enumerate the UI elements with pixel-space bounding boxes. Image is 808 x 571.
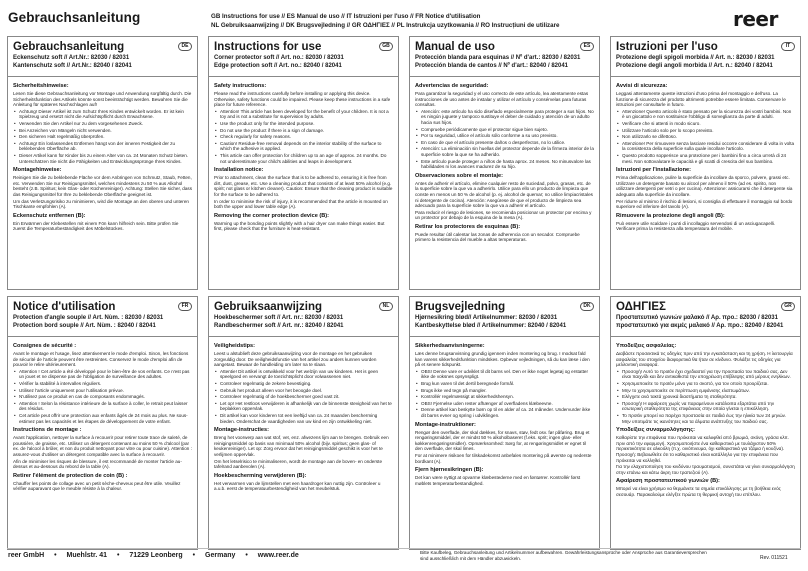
bullet-item: • N'utilisez pas ce produit en cas de composants endommagés. <box>19 394 192 400</box>
bullet-item: • Controleer regelmatig de zekere bevestiging. <box>220 381 393 387</box>
paragraph: For at minimere risikoen for tilskadekomst anbefales montering på øverste og nederste bordkant (A). <box>415 452 592 464</box>
section-heading: Consignes de sécurité : <box>13 343 77 349</box>
bullet-item: • Μην το χρησιμοποιείτε σε περίπτωση εμφάνισης ελαττωμάτων. <box>622 388 795 394</box>
bullet-item: • Bei Anzeichen von Mängeln nicht verwenden. <box>19 128 192 134</box>
bullet-item: • Atención: este artículo ha sido diseñado especialmente para proteger a sus hijos. No es ningún juguete y tampoco sustituye el deber de cuidado y atención de un adulto hacia sus hijos. <box>421 109 594 126</box>
paragraph: In order to minimise the risk of injury, it is recommended that the article is mounted on both the upper and lower table edge (A). <box>214 198 388 210</box>
paragraph: Leest u alstublieft deze gebruiksaanwijzing voor de montage en het gebruiken zorgvuldig door. De veiligheidsfunctie van het artikel zou anders kunnen worden aangetast. Bewaar de handleiding om later na te slaan. <box>214 351 377 368</box>
bullet-item: • Caution! Residue-free removal depends on the interior stability of the surface to which the adhesive is applied. <box>220 141 393 152</box>
paragraph: Para reducir el riesgo de lesiones, se recomienda posicionar un protector por encima y un protector por debajo de la esquina de la mesa (A). <box>415 209 592 221</box>
bullet-item: • Attention ! Selon la résistance intérieure de la surface à coller, le retrait peut laisser des résidus. <box>19 401 192 412</box>
footer-separator-1: • <box>54 552 57 559</box>
reer-logo: reer <box>733 7 778 31</box>
section-heading: Veiligheidstips: <box>214 343 256 349</box>
language-badge: IT <box>781 42 795 51</box>
section-heading: Sikkerhedsanvisningerne: <box>415 343 485 349</box>
revision-number: Rev. 011521 <box>760 555 788 561</box>
footer-divider <box>7 548 801 549</box>
section-heading: Hoekbescherming verwijderen (B): <box>214 472 307 479</box>
bullet-item: • Utilisez l'article uniquement pour l'utilisation prévue. <box>19 388 192 394</box>
paragraph: Please read the instructions carefully before installing or applying this device. Otherwise, safety functions could be impaired. Please keep these instructions in a safe place for future reference. <box>214 91 391 108</box>
panel-header <box>611 297 800 337</box>
panel-body <box>611 77 800 232</box>
product-article-line: Protection bord souple // Art. Nùm. : 82040 / 82041 <box>13 323 156 329</box>
panel-body <box>8 337 197 492</box>
instructions-grid <box>7 36 801 550</box>
panel-title: Manual de uso <box>415 41 495 53</box>
bullet-item: • Check regularly for safety reasons. <box>220 134 393 140</box>
bullet-item: • This article can offer protection for children up to an age of approx. 24 months. Do not underestimate your child's abilities and leaps in development. <box>220 153 393 164</box>
panel-title: Gebrauchsanleitung <box>13 41 125 53</box>
language-badge: ES <box>580 42 594 51</box>
paragraph: Για την ελαχιστοποίηση του κινδύνου τραυματισμού, συνιστάται να γίνει συναρμολόγηση στην επάνω και κάτω άκρη του τραπεζιού (A). <box>616 464 795 475</box>
paragraph: Avant l'application, nettoyer la surface à recouvrir pour retirer toute trace de saleté, de poussière, de graisse, etc. Utilisez un détergent contenant au moins 50 % d'alcool (par ex. de l'alcool à brûler, et non du produit nettoyant pour vitre ou pour cuisine). Attention : assurez-vous d'utiliser un détergent compatible avec la surface à recouvrir. <box>13 435 192 457</box>
bullet-item: • Verwenden Sie den Artikel nur zu dem vorgesehenen Zweck. <box>19 121 192 127</box>
bullet-item: • Το προϊόν μπορεί να παρέχει προστασία σε παιδιά έως την ηλικία των 24 μηνών. Μην υποτιμάτε τις ικανότητες και τα άλματα ανάπτυξης του παιδιού σας. <box>622 413 795 424</box>
panel-title: Notice d'utilisation <box>13 301 116 313</box>
bullet-item: • Kontrollér regelmæssigt at sikkerhedshensyn. <box>421 394 594 400</box>
footer-city: 71229 Leonberg <box>129 552 183 559</box>
bullet-item: • Brugs ikke ved tegn på mangler. <box>421 388 594 394</box>
product-article-line: προστατευτικό για ακμές μαλακό // Αρ. προ.: 82040 / 82041 <box>616 323 784 329</box>
bullet-item: • Dieser Artikel kann für Kinder bis zu einem Alter von ca. 24 Monaten Schutz bieten. Unterschätzen Sie nicht die Fähigkeiten und Entwicklungssprünge Ihres Kindes. <box>19 153 192 164</box>
section-heading: Montage-instruktioner: <box>415 421 476 428</box>
product-article-line: Randbeschermer soft // Art. nr.: 82040 / 82041 <box>214 323 344 329</box>
footer-separator-4: • <box>245 552 248 559</box>
panel-header <box>410 297 599 337</box>
bullet-item: • Attenzione! Per rimuovere senza lasciare residui occorre considerare di volta in volta la consistenza della superficie sulla quale incollare l'articolo. <box>622 141 795 152</box>
paragraph: Læs denne brugsanvisning grundig igennem inden montering og brug. I modsat fald kan varens sikkerhedsfunktion mindskes. Opbevar vejledningen, så du kan læse i den på et senere tidspunkt. <box>415 351 590 368</box>
product-article-line: Protección blanda de cantos // Nº d'art.: 82040 / 82041 <box>415 63 569 69</box>
page-title: Gebrauchsanleitung <box>8 10 141 25</box>
instruction-panel-fr <box>7 296 198 550</box>
language-list-line-2: NL Gebruiksaanwijzing // DK Brugsvejledning // GR ΟΔΗΓΙΕΣ // PL Instrukcja uzytkowania // RO Instrucțiuni de utilizare <box>211 22 560 29</box>
footer-separator-3: • <box>192 552 196 559</box>
bullet-item: • Non utilizzarlo se difettoso. <box>622 134 795 140</box>
panel-title: Istruzioni per l'uso <box>616 41 718 53</box>
language-list-line-1: GB Instructions for use // ES Manual de uso // IT Istruzioni per l'uso // FR Notice d'utilisation <box>211 13 481 20</box>
product-article-line: Προστατευτικό γωνιών μαλακό // Αρ. προ.: 82030 / 82031 <box>616 315 778 321</box>
paragraph: Καθαρίστε την επιφάνεια που πρόκειται να καλυφθεί από βρωμιά, σκόνη, γράσα κλπ. πριν από την εφαρμογή. Χρησιμοποιήστε ένα καθαριστικό με τουλάχιστον 50% περιεκτικότητα σε αλκοόλη (π.χ. οινόπνευμα, όχι καθαριστικά για τζάμια ή κουζίνα). Προσοχή: Βεβαιωθείτε ότι το καθαριστικό είναι κατάλληλο για την επιφάνεια που πρόκειται να κολληθεί. <box>616 435 789 463</box>
bullet-item: • Attention! This article has been developed for the benefit of your children. It is not a toy and is not a substitute for supervision by adults. <box>220 109 393 120</box>
product-article-line: Protección blanda para esquinas // Nº d'art.: 82030 / 82031 <box>415 55 581 61</box>
language-badge: DK <box>580 302 594 311</box>
product-article-line: Protezione degli spigoli morbida // Art. n.: 82030 / 82031 <box>616 55 775 61</box>
language-badge: NL <box>379 302 393 311</box>
footer-country: Germany <box>205 552 236 559</box>
panel-header <box>8 297 197 337</box>
bullet-item: • Brug kun varen til det dertil beregnede formål. <box>421 381 594 387</box>
section-heading: Observaciones sobre el montaje: <box>415 172 503 179</box>
bullet-item: • Προσοχή! Αυτό το προϊόν έχει σχεδιαστεί για την προστασία του παιδιού σας. Δεν είναι παιχνίδι και δεν αντικαθιστά την υποχρέωση επίβλεψης από μέρους ενηλίκων. <box>622 369 795 380</box>
instruction-panel-gb <box>208 36 399 290</box>
panel-body <box>209 337 398 492</box>
bullet-item: • Let op! Het restloos verwijderen is afhankelijk van de binnenste stevigheid van het te beplakken oppervlak. <box>220 401 393 412</box>
bullet-item: • Atención: La eliminación sin huellas del protector depende de la firmeza interior de la superficie sobre la que se ha adherido. <box>421 146 594 157</box>
paragraph: Om het letselrisico te minimaliseren, wordt de montage aan de boven- en onderste tafelrand aanbevolen (A). <box>214 458 383 470</box>
paragraph: Ein Erwärmen der Klebestellen mit einem Fön kann hilfreich sein. Bitte prüfen Sie zuerst die Temperaturbeständigkeit des Möbelstückes. <box>13 220 179 232</box>
footer-notice: Bitte Kaufbeleg, Gebrauchsanleitung und Artikelnummer aufbewahren. Gewährleistungsansprüche oder Ansprüche aus Garantieversprechen sind ausschließlich mit dem Händler abzuwickeln. <box>420 550 707 561</box>
product-article-line: Eckenschutz soft // Art.Nr.: 82030 / 82031 <box>13 55 130 61</box>
instruction-panel-gr <box>610 296 801 550</box>
language-badge: DE <box>178 42 192 51</box>
section-heading: Instructions de montage : <box>13 427 82 434</box>
paragraph: Può essere utile scaldare i punti di incollaggio servendosi di un asciugacapelli. Verificare prima la resistenza alla temperatura del mobile. <box>616 220 776 232</box>
paragraph: Leggasi attentamente queste istruzioni d'uso prima del montaggio e dell'uso. La funzione di sicurezza del prodotto altrimenti potrebbe essere limitata. Conservare le istruzioni per consultarle in futuro. <box>616 91 786 108</box>
panel-title: Instructions for use <box>214 41 322 53</box>
section-heading: Advertencias de seguridad: <box>415 83 489 89</box>
panel-header <box>410 37 599 77</box>
section-heading: Υποδείξεις ασφαλείας: <box>616 343 677 349</box>
bullet-item: • Por tu seguridad, utilice el artículo sólo conforme a su uso previsto. <box>421 133 594 139</box>
product-article-line: Kantbeskyttelse blød // Artikelnummer: 82040 / 82041 <box>415 323 567 329</box>
product-article-line: Hjørnesikring blød// Artikelnummer: 82030 / 82031 <box>415 315 558 321</box>
bullet-item: • En caso de que el artículo presente daños o desperfectos, no lo utilice. <box>421 140 594 146</box>
instruction-panel-nl <box>208 296 399 550</box>
section-heading: Retirar los protectores de esquinas (B): <box>415 223 521 230</box>
paragraph: Prima dell'applicazione, pulire la superficie da incollare da sporco, polvere, grassi etc. Utilizzare un detergente basato su alcool per almeno il 50% (ad es. spirito, non utilizzare detergenti per vetri o per cucina). Attenzione: assicurarsi che il detergente sia adeguato alla superficie da incollare. <box>616 175 793 197</box>
product-article-line: Hoekbeschermer soft // Art. nr.: 82030 / 82031 <box>214 315 344 321</box>
paragraph: Breng het voorwerp aan wat stof, vet, enz. afwezens lijm aan te brengen. Gebruik een reinigingsmiddel op basis van minimaal 50% alcohol (bijv. spiritus; geen glas- of keukenreiniger). Let op: Zorg ervoor dat het reinigingsmiddel geschikt is voor het te verlijmen oppervlak. <box>214 435 389 457</box>
bullet-item: • Χρησιμοποιείτε το προϊόν μόνο για το σκοπό, για τον οποίο προορίζεται. <box>622 381 795 387</box>
paragraph: Afin de minimiser les risques de blessure, il est recommandé de monter l'article au-dessus et au-dessous du rebord de la table (A). <box>13 458 182 470</box>
bullet-item: • Προσοχή! Η αφαίρεση χωρίς να παραμείνουν κατάλοιπα εξαρτάται από την εσωτερική σταθερότητα της επιφάνειας στην οποία γίνεται η επικόλληση. <box>622 401 795 412</box>
bullet-item: • Use the product only for the intended purpose. <box>220 121 393 127</box>
instruction-panel-dk <box>409 296 600 550</box>
paragraph: Rengør den overflade, der skal dækkes, for snavs, støv, fedt osv. før påføring. Brug et rengøringsmiddel, der er mindst 50 % alkoholbaseret (f.eks. sprit; ingen glas- eller køkkenrengøringsmidler). Opmærksomhed: Sørg for, at rengøringsmidlet er egnet til den overflade, der skal limes. <box>415 429 590 452</box>
product-article-line: Edge protection soft // Art. no.: 82040 / 82041 <box>214 63 342 69</box>
paragraph: Per ridurre al minimo il rischio di lesioni, si consiglia di effettuare il montaggio sul bordo superiore ed inferiore del tavolo (A). <box>616 198 793 210</box>
product-article-line: Kantenschutz soft // Art.Nr.: 82040 / 82041 <box>13 63 132 69</box>
language-badge: FR <box>178 302 192 311</box>
bullet-item: • Questo prodotto sopperisce una protezione per i bambini fino a circa un'età di 24 mesi. Non sottovalutare le capacità e gli scatti di crescita del suo bambino. <box>622 153 795 164</box>
panel-title: Gebruiksaanwijzing <box>214 301 322 313</box>
paragraph: Um das Verletzungsrisiko zu minimieren, wird die Montage an den oberen und unteren Tischkante empfohlen (A). <box>13 198 189 210</box>
section-heading: Αφαίρεση προστατευτικού γωνιών (B): <box>616 478 720 485</box>
section-heading: Installation notice: <box>214 167 264 174</box>
bullet-item: • OBS! Fjernelse uden rester afhænger af overfladens klæbeevne. <box>421 401 594 407</box>
bullet-item: • Utilizzare l'articolo solo per lo scopo previsto. <box>622 128 795 134</box>
instruction-panel-de <box>7 36 198 290</box>
footer-company: reer GmbH <box>8 552 45 559</box>
section-heading: Safety instructions: <box>214 83 267 89</box>
footer-address <box>8 552 307 559</box>
language-badge: GR <box>781 302 795 311</box>
section-heading: Sicherheitshinweise: <box>13 83 69 89</box>
instruction-panel-it <box>610 36 801 290</box>
section-heading: Eckenschutz entfernen (B): <box>13 212 86 219</box>
section-heading: Rimuovere la protezione degli angoli (B): <box>616 212 725 219</box>
product-article-line: Corner protector soft // Art. no.: 82030 / 82031 <box>214 55 344 61</box>
paragraph: Para garantizar la seguridad y el uso correcto de este artículo, lea atentamente estas instrucciones de uso antes de instalar y utilizar el artículo y consérvelas para futuras consultas. <box>415 91 589 108</box>
bullet-item: • Este artículo puede proteger a niños de hasta aprox. 24 meses. No minusvalore las habilidades ni los avances madurez de su hijo. <box>421 159 594 170</box>
paragraph: Prior to attachment, clean the surface that is to be adhered to, ensuring it is free from dirt, dust, grease, etc. Use a cleaning product that consists of at least 50% alcohol (e.g. spirit; not glass or kitchen cleaner). Caution: Ensure that the cleaning product is suitable for the surface to be adhered to. <box>214 175 393 197</box>
panel-body <box>8 77 197 232</box>
paragraph: Antes de adherir el artículo, elimine cualquier resto de suciedad, polvo, grasas, etc. de la superficie sobre la que va a adherirlo. Utilice para ello un producto de limpieza que conste en menos un 50 % de alcohol (p. ej. alcohol de quemar; no utilice limpiacristales ni detergente de cocina). Atención: Asegúrese de que el producto de limpieza sea adecuado para la superficie sobre la que va a adherir el artículo. <box>415 180 593 209</box>
panel-title: ΟΔΗΓΙΕΣ <box>616 301 666 313</box>
panel-header <box>209 37 398 77</box>
paragraph: Reinigen Sie die zu beklebende Fläche vor dem Anbringen von Schmutz, Staub, Fetten, etc. Verwenden Sie nur Reinigungsmittel, welches mindestens zu 50 % aus Alkohol besteht (z.B. Spiritus; kein Glas- oder Küchenreiniger). Achtung: Stellen Sie sicher, dass das Reinigungsmittel für Ihre zu beklebende Oberfläche geeignet ist. <box>13 175 192 197</box>
bullet-item: • Achtung! Dieser Artikel ist zum Schutz Ihres Kindes entwickelt worden. Er ist kein Spielzeug und ersetzt nicht die Aufsichtspflicht durch Erwachsene. <box>19 109 192 120</box>
section-heading: Avvisi di sicurezza: <box>616 83 668 89</box>
bullet-item: • Vérifier la stabilité à intervalles réguliers. <box>19 381 192 387</box>
panel-body <box>209 77 398 232</box>
paragraph: Lesen Sie diese Gebrauchsanleitung vor Montage und Anwendung sorgfältig durch. Die Sicherheitsfunktion des Artikels könnte sonst beeinträchtigt werden. Bewahren Sie die Anleitung für späteres Nachschlagen auf! <box>13 91 192 108</box>
section-heading: Υποδείξεις συναρμολόγησης: <box>616 427 695 434</box>
bullet-item: • Achtung! Ein loslassendes Entfernen hängt von der inneren Festigkeit der zu beklebenden Oberfläche ab. <box>19 141 192 152</box>
bullet-item: • Denne artikel kan beskytte børn op til en alder af ca. 24 måneder. Undervurder ikke dit barns evner og spring i udviklingen. <box>421 407 594 418</box>
bullet-item: • Gebruik het product alleen voor het beoogde doel. <box>220 388 393 394</box>
section-heading: Fjern hjørnesikringen (B): <box>415 467 484 474</box>
bullet-item: • Ελέγχετε ανά τακτά χρονικά διαστήματα τη σταθερότητα. <box>622 394 795 400</box>
bullet-item: • Attenzione! Questo articolo è stato pensato per la sicurezza dei vostri bambini. Non è un giocattolo e non sostituisce l'obbligo di sorveglianza da parte di adulti. <box>622 109 795 120</box>
paragraph: Puede resultar útil calentar las zonas de adherencia con un secador. Compruebe primero la resistencia del mueble a altas temperaturas. <box>415 231 580 243</box>
bullet-item: • Do not use the product if there is a sign of damage. <box>220 128 393 134</box>
bullet-item: • Attentie! Dit artikel is ontwikkeld voor het welzijn van uw kinderen. Het is geen speelgoed en vervangt de toezichtsplicht door volwassenen niet. <box>220 369 393 380</box>
section-heading: Removing the corner protection device (B): <box>214 212 329 219</box>
paragraph: Chauffer les points de collage avec un petit sèche-cheveux peut être utile. Veuillez vérifier auparavant que le meuble résiste à la chaleur. <box>13 480 181 492</box>
paragraph: Avant le montage et l'usage, lisez attentivement le mode d'emploi. Sinon, les fonctions de sécurité de l'article peuvent être restreintes. Conservez le mode d'emploi afin de pouvoir le relire ultérieurement. <box>13 351 189 368</box>
paragraph: Μπορεί να είναι χρήσιμο να θερμάνετε τα σημεία επικόλλησης με τη βοήθεια ενός σεσουάρ. Παρακαλούμε ελέγξτε πρώτα τη θερμική αντοχή του επίπλου. <box>616 486 781 497</box>
instruction-panel-es <box>409 36 600 290</box>
bullet-item: • Attention ! Cet article a été développé pour le bien-être de vos enfants. Ce n'est pas un jouet et ne dispense pas de l'obligation de surveillance des adultes. <box>19 369 192 380</box>
panel-header <box>611 37 800 77</box>
panel-title: Brugsvejledning <box>415 301 506 313</box>
panel-body <box>410 337 599 486</box>
bullet-item: • OBS! Denne vare er udviklet til dit barns vel. Den er ikke noget legetøj og erstatter ikke de voksnes opsynspligt. <box>421 369 594 380</box>
section-heading: Retirer l'élément de protection de coin (B) : <box>13 472 128 479</box>
panel-header <box>8 37 197 77</box>
section-heading: Montagehinweise: <box>13 167 62 174</box>
bullet-item: • Cet article peut offrir une protection aux enfants âgés de 24 mois au plus. Ne sous-estimez pas les capacités et les étapes de développement de votre enfant. <box>19 413 192 424</box>
bullet-item: • Den sicheren Halt regelmäßig überprüfen. <box>19 134 192 140</box>
paragraph: Het verwarmen van de lijmstellen met een haardroger kan nuttig zijn. Controleer u a.u.b. eerst de temperatuurbestendigheid van het meubelstuk. <box>214 480 381 492</box>
bullet-item: • Controleer regelmatig of de hoekbeschermer goed vast zit. <box>220 394 393 400</box>
paragraph: Warming up the bonding points slightly with a hair dryer can make things easier. But first, please check that the furniture is heat-resistant. <box>214 220 385 232</box>
footer-website: www.reer.de <box>257 552 299 559</box>
panel-header <box>209 297 398 337</box>
product-article-line: Protezione degli angoli morbida // Art. n.: 82040 / 82041 <box>616 63 773 69</box>
bullet-item: • Verificare che si attenti in modo sicuro. <box>622 121 795 127</box>
panel-body <box>410 77 599 243</box>
footer-street: Muehlstr. 41 <box>66 552 108 559</box>
bullet-item: • Dit artikel kan voor kinderen tot een leeftijd van ca. 24 maanden bescherming bieden. Onderschat de vaardigheden van uw kind en zijn ontwikkeling niet. <box>220 413 393 424</box>
paragraph: Διαβάστε προσεκτικά τις οδηγίες πριν από την εγκατάσταση και τη χρήση. Η λειτουργία ασφαλείας του στοιχείου διαφορετικά θα ήταν σε κίνδυνο. Φυλάξτε τις οδηγίες για μελλοντική αναφορά. <box>616 351 793 368</box>
product-article-line: Protection d'angle souple // Art. Nùm. : 82030 / 82031 <box>13 315 164 321</box>
bullet-item: • Compruebe periódicamente que el protector sigue bien sujeto. <box>421 127 594 133</box>
section-heading: Montage-instructies: <box>214 427 270 434</box>
footer-separator-2: • <box>116 552 120 559</box>
paragraph: Det kan være nyttigt at opvarme klæbestederne med en føntørrer. Kontrollér først møblets temperaturbestandighed. <box>415 475 581 486</box>
section-heading: Istruzioni per l'installazione: <box>616 167 691 174</box>
panel-body <box>611 337 800 497</box>
language-badge: GB <box>379 42 393 51</box>
